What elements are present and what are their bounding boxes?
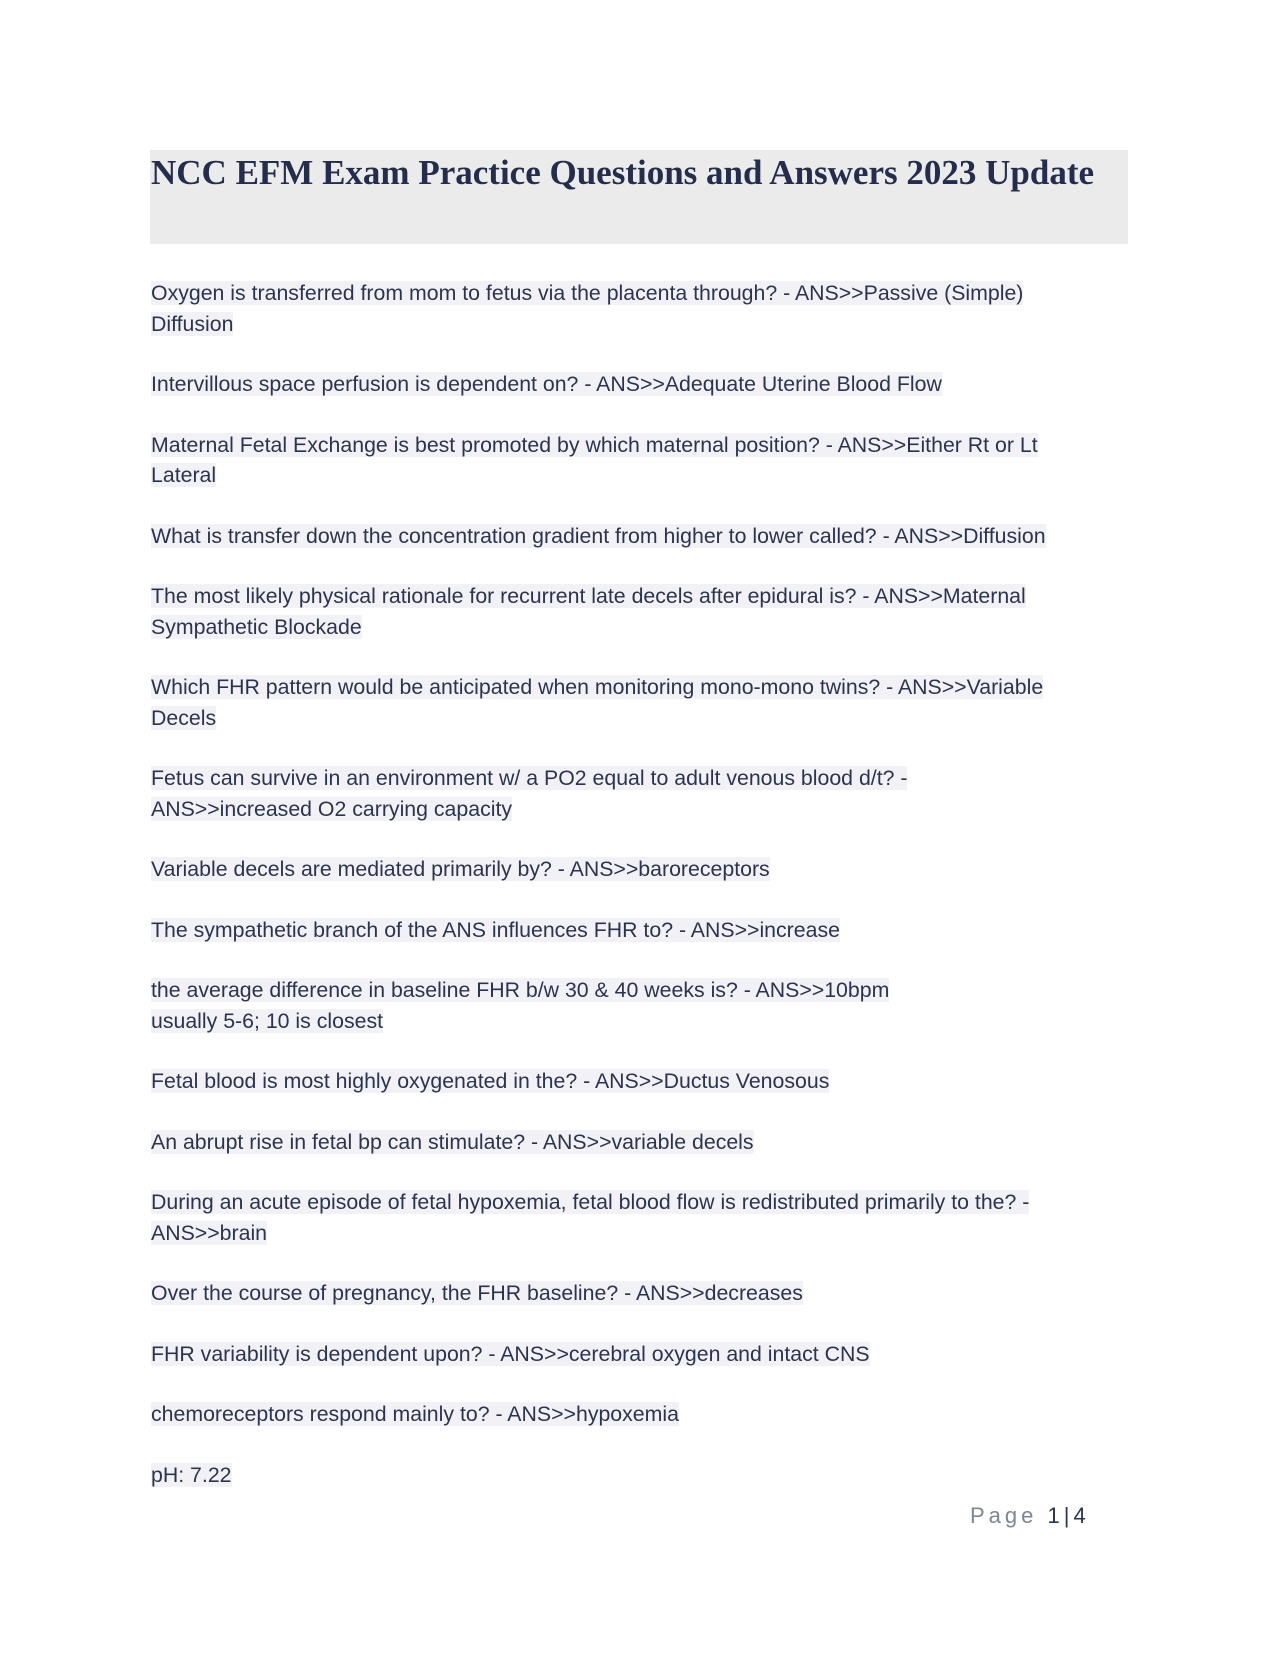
question-answer-list	[151, 278, 1131, 1520]
qa-item	[151, 975, 1131, 1036]
qa-line-wrapper	[151, 1218, 1131, 1249]
qa-line-wrapper	[151, 1278, 1131, 1309]
page-separator: |	[1063, 1503, 1070, 1528]
qa-line-wrapper	[151, 1006, 1131, 1037]
qa-line-wrapper	[151, 430, 1131, 461]
qa-text-line: Decels	[151, 705, 217, 730]
qa-item	[151, 581, 1131, 642]
qa-text-line: usually 5-6; 10 is closest	[151, 1008, 384, 1033]
total-page-count: 4	[1073, 1503, 1086, 1528]
current-page-number: 1	[1047, 1503, 1060, 1528]
page-title: NCC EFM Exam Practice Questions and Answers 2023 Update	[151, 153, 1095, 192]
qa-line-wrapper	[151, 612, 1131, 643]
qa-text-line: chemoreceptors respond mainly to? - ANS>>hypoxemia	[151, 1402, 679, 1426]
qa-item	[151, 430, 1131, 491]
qa-text-line: Sympathetic Blockade	[151, 614, 362, 639]
qa-item	[151, 1339, 1131, 1370]
qa-text-line: An abrupt rise in fetal bp can stimulate? - ANS>>variable decels	[151, 1129, 754, 1154]
qa-text-line: Variable decels are mediated primarily by? - ANS>>baroreceptors	[151, 857, 770, 881]
qa-text-line: the average difference in baseline FHR b/w 30 & 40 weeks is? - ANS>>10bpm	[151, 978, 890, 1002]
qa-text-line: Maternal Fetal Exchange is best promoted by which maternal position? - ANS>>Either Rt or Lt	[151, 432, 1038, 457]
qa-line-wrapper	[151, 1399, 1131, 1430]
qa-text-line: ANS>>increased O2 carrying capacity	[151, 796, 513, 821]
qa-text-line: Oxygen is transferred from mom to fetus via the placenta through? - ANS>>Passive (Simple)	[151, 281, 1024, 305]
qa-item	[151, 763, 1131, 824]
qa-line-wrapper	[151, 521, 1131, 552]
qa-text-line: Lateral	[151, 463, 217, 487]
page-number-footer	[970, 1503, 1086, 1529]
qa-item	[151, 1127, 1131, 1158]
qa-line-wrapper	[151, 672, 1131, 703]
qa-line-wrapper	[151, 1066, 1131, 1097]
qa-line-wrapper	[151, 581, 1131, 612]
qa-item	[151, 369, 1131, 400]
qa-item	[151, 278, 1131, 339]
qa-line-wrapper	[151, 854, 1131, 885]
qa-text-line: Over the course of pregnancy, the FHR baseline? - ANS>>decreases	[151, 1281, 803, 1305]
qa-line-wrapper	[151, 278, 1131, 309]
qa-text-line: Diffusion	[151, 311, 234, 336]
qa-text-line: What is transfer down the concentration gradient from higher to lower called? - ANS>>Diffusion	[151, 523, 1046, 548]
qa-line-wrapper	[151, 309, 1131, 340]
qa-item	[151, 521, 1131, 552]
qa-line-wrapper	[151, 794, 1131, 825]
qa-line-wrapper	[151, 975, 1131, 1006]
qa-text-line: The most likely physical rationale for recurrent late decels after epidural is? - ANS>>Maternal	[151, 584, 1026, 608]
qa-text-line: pH: 7.22	[151, 1462, 232, 1487]
qa-item	[151, 1066, 1131, 1097]
qa-text-line: Fetal blood is most highly oxygenated in the? - ANS>>Ductus Venosous	[151, 1069, 830, 1093]
qa-item	[151, 1460, 1131, 1491]
qa-text-line: ANS>>brain	[151, 1220, 268, 1245]
qa-line-wrapper	[151, 1127, 1131, 1158]
qa-item	[151, 1187, 1131, 1248]
qa-text-line: The sympathetic branch of the ANS influences FHR to? - ANS>>increase	[151, 917, 840, 942]
qa-item	[151, 1399, 1131, 1430]
qa-item	[151, 854, 1131, 885]
qa-line-wrapper	[151, 1187, 1131, 1218]
qa-line-wrapper	[151, 703, 1131, 734]
qa-item	[151, 1278, 1131, 1309]
qa-line-wrapper	[151, 369, 1131, 400]
qa-text-line: FHR variability is dependent upon? - ANS>>cerebral oxygen and intact CNS	[151, 1341, 870, 1366]
qa-text-line: Intervillous space perfusion is dependent on? - ANS>>Adequate Uterine Blood Flow	[151, 372, 942, 396]
page-label: Page	[970, 1503, 1038, 1528]
qa-text-line: Which FHR pattern would be anticipated when monitoring mono-mono twins? - ANS>>Variable	[151, 675, 1044, 699]
qa-item	[151, 915, 1131, 946]
qa-line-wrapper	[151, 1339, 1131, 1370]
qa-line-wrapper	[151, 1460, 1131, 1491]
qa-text-line: Fetus can survive in an environment w/ a PO2 equal to adult venous blood d/t? -	[151, 766, 908, 790]
qa-text-line: During an acute episode of fetal hypoxemia, fetal blood flow is redistributed primarily to the? -	[151, 1190, 1030, 1214]
qa-line-wrapper	[151, 915, 1131, 946]
qa-line-wrapper	[151, 763, 1131, 794]
qa-item	[151, 672, 1131, 733]
qa-line-wrapper	[151, 460, 1131, 491]
